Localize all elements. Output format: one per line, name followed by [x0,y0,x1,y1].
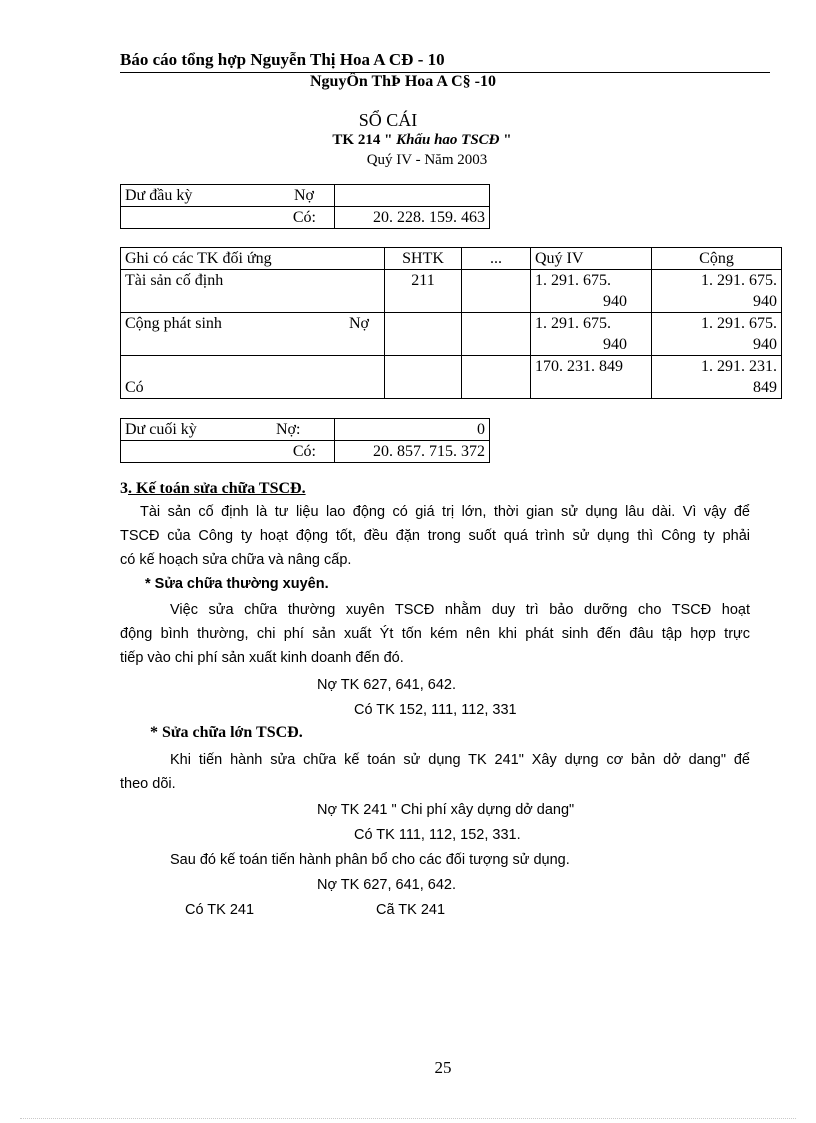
empty-cell [385,313,462,356]
journal-entry-credit: Có TK 111, 112, 152, 331. [354,827,521,843]
row-label: Cộng phát sinh Nợ [121,313,385,356]
row-label: Có [121,356,385,399]
closing-debit-value: 0 [335,419,490,441]
q4-cell: 170. 231. 849 [531,356,652,399]
routine-repair-line: động bình thường, chi phí sản xuất Ýt tốn kém nên khi phát sinh đến đâu tập hợp trực [120,626,750,642]
major-repair-line: theo dõi. [120,776,176,792]
empty-cell [462,313,531,356]
document-header-title: Báo cáo tổng hợp Nguyễn Thị Hoa A CĐ - 10 [120,50,445,69]
allocation-text: Sau đó kế toán tiến hành phân bổ cho các đối tượng sử dụng. [170,852,570,868]
column-header: Cộng [652,248,782,270]
ledger-title: SỔ CÁI [358,110,418,130]
empty-cell [462,270,531,313]
section-heading: 3. Kế toán sửa chữa TSCĐ. [120,480,306,497]
journal-entry-credit: Có TK 152, 111, 112, 331 [354,702,517,718]
journal-entry-debit: Nợ TK 241 " Chi phí xây dựng dở dang" [317,802,575,818]
closing-credit-label: Có: [121,441,335,463]
table-row [121,207,490,229]
table-row [121,270,782,313]
table-row [121,313,782,356]
opening-debit-value [335,185,490,207]
column-header: Ghi có các TK đối ứng [121,248,385,270]
ledger-main-table [120,247,782,399]
document-header-subtitle: NguyÔn ThÞ Hoa A C§ -10 [310,73,496,90]
opening-debit-label: Nợ [294,187,315,204]
opening-label: Dư đầu kỳ [125,187,193,204]
journal-entry-credit-duplicate: Cã TK 241 [376,902,446,918]
table-row [121,441,490,463]
total-cell: 1. 291. 231. 849 [652,356,782,399]
empty-cell [385,356,462,399]
column-header: ... [462,248,531,270]
table-row [121,185,490,207]
column-header: SHTK [385,248,462,270]
closing-debit-label: Nợ: [276,421,301,438]
journal-entry-debit: Nợ TK 627, 641, 642. [317,677,457,693]
q4-cell: 1. 291. 675. 940 [531,313,652,356]
routine-repair-line: Việc sửa chữa thường xuyên TSCĐ nhằm duy trì bảo dưỡng cho TSCĐ hoạt [170,602,750,618]
ledger-period: Quý IV - Năm 2003 [366,152,488,168]
subsection-routine-repair: * Sửa chữa thường xuyên. [145,576,329,592]
ledger-account-name: Khấu hao TSCĐ [396,132,500,148]
routine-repair-line: tiếp vào chi phí sản xuất kinh doanh đến đó. [120,650,404,666]
empty-cell [462,356,531,399]
row-debit-label: Nợ [349,315,370,332]
opening-credit-value: 20. 228. 159. 463 [335,207,490,229]
opening-balance-table [120,184,490,229]
closing-label: Dư cuối kỳ [125,421,197,438]
intro-line: TSCĐ của Công ty hoạt động tốt, đều đặn trong suốt quá trình sử dụng thì Công ty phải [120,528,750,544]
intro-line: Tài sản cố định là tư liệu lao động có giá trị lớn, thời gian sử dụng lâu dài. Vì vậy để [140,504,750,520]
closing-balance-table [120,418,490,463]
major-repair-line: Khi tiến hành sửa chữa kế toán sử dụng TK 241" Xây dựng cơ bản dở dang" để [170,752,750,768]
opening-credit-label: Có: [121,207,335,229]
column-header: Quý IV [531,248,652,270]
q4-cell: 1. 291. 675. 940 [531,270,652,313]
row-shtk: 211 [385,270,462,313]
subsection-major-repair: * Sửa chữa lớn TSCĐ. [150,724,303,741]
closing-label-cell [121,419,335,441]
journal-entry-debit: Nợ TK 627, 641, 642. [317,877,457,893]
table-row [121,356,782,399]
row-label: Tài sản cố định [121,270,385,313]
total-cell: 1. 291. 675. 940 [652,270,782,313]
table-row [121,419,490,441]
ledger-account: TK 214 " Khấu hao TSCĐ " [332,132,512,148]
intro-line: có kế hoạch sửa chữa và nâng cấp. [120,552,352,568]
page-bottom-border [20,1118,796,1119]
journal-entry-credit: Có TK 241 [185,902,255,918]
table-header-row [121,248,782,270]
opening-label-cell [121,185,335,207]
page-number: 25 [434,1058,452,1077]
total-cell: 1. 291. 675. 940 [652,313,782,356]
closing-credit-value: 20. 857. 715. 372 [335,441,490,463]
